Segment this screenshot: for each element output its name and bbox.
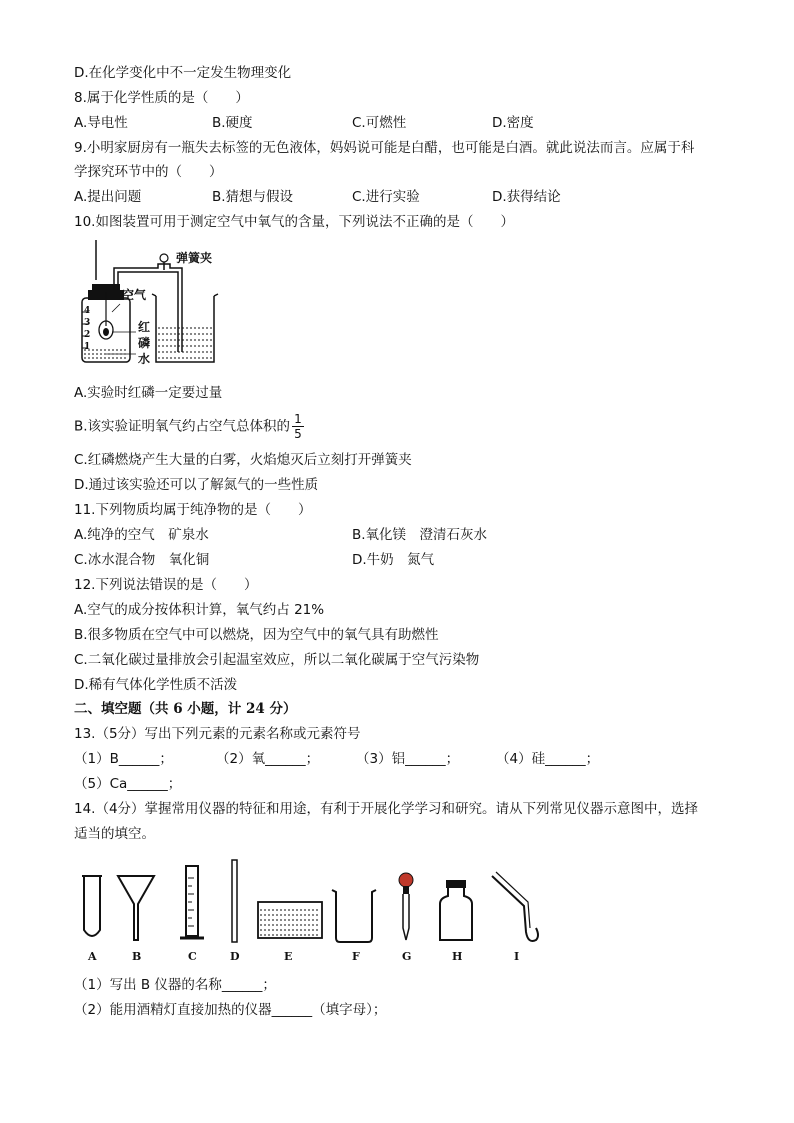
trough-icon — [258, 902, 322, 938]
q8-option-a: A.导电性 — [74, 115, 128, 131]
q13-item-2: （2）氧______； — [216, 751, 320, 767]
q13-item-3: （3）铝______； — [356, 751, 460, 767]
scale-mark-4: 4 — [84, 306, 91, 316]
instruments-drawing — [74, 858, 544, 968]
instrument-label-e: E — [284, 950, 293, 963]
dropper-icon — [399, 873, 413, 940]
red-phosphorus-label-1: 红 — [138, 320, 151, 334]
q11-option-c: C.冰水混合物 氧化铜 — [74, 552, 210, 568]
q9-stem-line2: 学探究环节中的（ ） — [74, 164, 223, 180]
q10-option-a: A.实验时红磷一定要过量 — [74, 385, 223, 401]
red-phosphorus-label-2: 磷 — [138, 336, 151, 350]
q13-item-4: （4）硅______； — [496, 751, 600, 767]
q11-option-a: A.纯净的空气 矿泉水 — [74, 527, 209, 543]
beaker-icon — [332, 890, 376, 942]
q10-option-c: C.红磷燃烧产生大量的白雾，火焰熄灭后立刻打开弹簧夹 — [74, 452, 412, 468]
test-tube-icon — [82, 876, 102, 936]
instrument-label-g: G — [402, 950, 412, 963]
q8-stem: 8.属于化学性质的是（ ） — [74, 90, 249, 106]
q12-option-c: C.二氧化碳过量排放会引起温室效应，所以二氧化碳属于空气污染物 — [74, 652, 480, 668]
scale-mark-3: 3 — [84, 318, 91, 328]
q14-sub-1: （1）写出 B 仪器的名称______； — [74, 977, 276, 993]
scale-mark-1: 1 — [84, 342, 91, 352]
q8-option-d: D.密度 — [492, 115, 534, 131]
water-label: 水 — [138, 352, 151, 366]
instrument-label-h: H — [452, 950, 463, 963]
funnel-icon — [118, 876, 154, 940]
q10-apparatus-figure — [74, 240, 224, 372]
q10-option-d: D.通过该实验还可以了解氮气的一些性质 — [74, 477, 319, 493]
q11-option-d: D.牛奶 氮气 — [352, 552, 435, 568]
q12-option-a: A.空气的成分按体积计算，氧气约占 21% — [74, 602, 325, 618]
q11-option-b: B.氧化镁 澄清石灰水 — [352, 527, 488, 543]
instrument-label-f: F — [352, 950, 360, 963]
q10-option-b-text: B.该实验证明氧气约占空气总体积的 — [74, 418, 291, 435]
q9-option-d: D.获得结论 — [492, 189, 561, 205]
air-label: 空气 — [122, 288, 147, 302]
fraction-numerator: 1 — [294, 412, 302, 426]
q9-stem-line1: 9.小明家厨房有一瓶失去标签的无色液体，妈妈说可能是白醋，也可能是白酒。就此说法而言。应属于科 — [74, 140, 695, 156]
instrument-label-c: C — [188, 950, 197, 963]
q13-item-1: （1）B______； — [74, 751, 173, 767]
q14-sub-2: （2）能用酒精灯直接加热的仪器______（填字母）； — [74, 1002, 387, 1018]
q7-option-d: D.在化学变化中不一定发生物理变化 — [74, 65, 292, 81]
reagent-bottle-icon — [440, 880, 472, 940]
clamp-label: 弹簧夹 — [176, 251, 213, 265]
instrument-label-d: D — [230, 950, 240, 963]
q14-stem-line1: 14.（4分）掌握常用仪器的特征和用途，有利于开展化学学习和研究。请从下列常见仪器示意图中，选择 — [74, 801, 699, 817]
q9-option-a: A.提出问题 — [74, 189, 142, 205]
section-heading: 二、填空题（共 6 小题，计 24 分） — [74, 701, 297, 717]
q9-option-c: C.进行实验 — [352, 189, 420, 205]
instrument-label-a: A — [88, 950, 97, 963]
q8-option-c: C.可燃性 — [352, 115, 407, 131]
q11-stem: 11.下列物质均属于纯净物的是（ ） — [74, 502, 312, 518]
crucible-tongs-icon — [492, 872, 538, 941]
q14-instruments-figure — [74, 858, 544, 968]
one-fifth-fraction — [292, 412, 304, 441]
q12-stem: 12.下列说法错误的是（ ） — [74, 577, 258, 593]
q9-option-b: B.猜想与假设 — [212, 189, 294, 205]
q12-option-b: B.很多物质在空气中可以燃烧，因为空气中的氧气具有助燃性 — [74, 627, 439, 643]
instrument-label-b: B — [132, 950, 142, 963]
q13-item-5: （5）Ca______； — [74, 776, 182, 792]
instrument-label-i: I — [514, 950, 520, 963]
q10-stem: 10.如图装置可用于测定空气中氧气的含量，下列说法不正确的是（ ） — [74, 214, 514, 230]
q10-option-b — [74, 412, 304, 441]
scale-mark-2: 2 — [84, 330, 91, 340]
q12-option-d: D.稀有气体化学性质不活泼 — [74, 677, 238, 693]
q13-stem: 13.（5分）写出下列元素的元素名称或元素符号 — [74, 726, 361, 742]
q14-stem-line2: 适当的填空。 — [74, 826, 155, 842]
glass-rod-icon — [232, 860, 237, 942]
fraction-denominator: 5 — [294, 427, 302, 441]
graduated-cylinder-icon — [180, 866, 204, 938]
q8-option-b: B.硬度 — [212, 115, 253, 131]
